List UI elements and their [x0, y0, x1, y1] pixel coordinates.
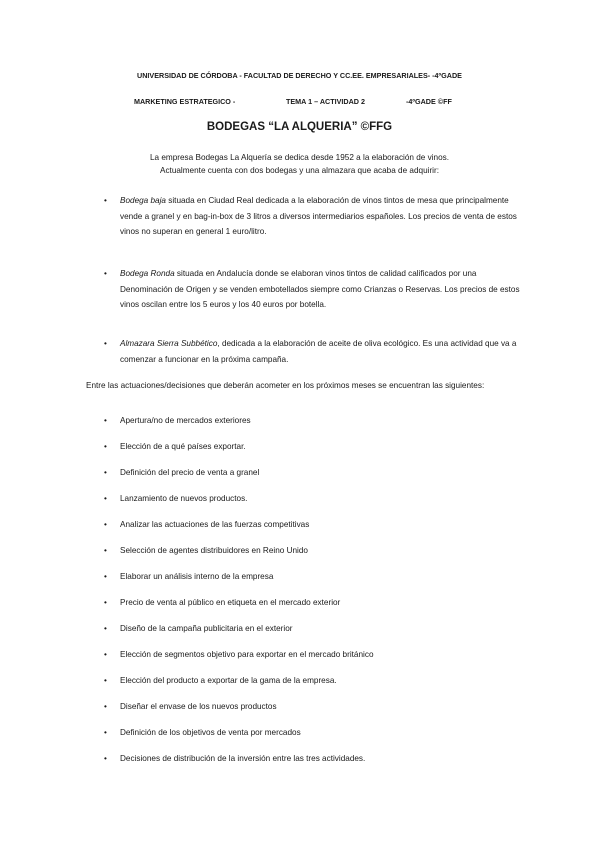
decision-text: Apertura/no de mercados exteriores — [120, 416, 251, 425]
list-item — [104, 468, 524, 482]
list-item — [104, 624, 524, 638]
decision-text: Analizar las actuaciones de las fuerzas competitivas — [120, 520, 310, 529]
header-topic: TEMA 1 – ACTIVIDAD 2 — [286, 97, 365, 106]
bullet-icon: • — [104, 468, 107, 477]
bullet-icon: • — [104, 598, 107, 607]
bullet-icon: • — [104, 702, 107, 711]
header-degree: -4ºGADE ©FF — [406, 97, 452, 106]
bullet-icon: • — [104, 520, 107, 529]
decision-text: Diseño de la campaña publicitaria en el exterior — [120, 624, 293, 633]
decision-text: Lanzamiento de nuevos productos. — [120, 494, 248, 503]
facility-name: Almazara Sierra Subbético — [120, 339, 218, 348]
bullet-icon: • — [104, 494, 107, 503]
decision-text: Decisiones de distribución de la inversión entre las tres actividades. — [120, 754, 366, 763]
decisions-intro: Entre las actuaciones/decisiones que deberán acometer en los próximos meses se encuentran las siguientes: — [86, 381, 485, 390]
list-item — [104, 546, 524, 560]
facility-description: situada en Andalucía donde se elaboran vinos tintos de calidad calificados por una Denominación de Origen y se venden embotellados siempre como Crianzas o Reservas. Los precios de estos vinos oscilan entre los 5 euros y los 40 euros por botella. — [120, 269, 520, 310]
bullet-icon: • — [104, 572, 107, 581]
bullet-icon: • — [104, 269, 107, 278]
list-item — [104, 676, 524, 690]
decision-text: Selección de agentes distribuidores en Reino Unido — [120, 546, 308, 555]
facility-name: Bodega Ronda — [120, 269, 175, 278]
list-item — [104, 754, 524, 768]
bullet-icon: • — [104, 754, 107, 763]
list-item — [104, 598, 524, 612]
facility-name: Bodega baja — [120, 196, 166, 205]
decision-text: Definición del precio de venta a granel — [120, 468, 260, 477]
decision-text: Diseñar el envase de los nuevos productos — [120, 702, 277, 711]
decision-text: Elección de a qué países exportar. — [120, 442, 246, 451]
bullet-icon: • — [104, 676, 107, 685]
bullet-icon: • — [104, 442, 107, 451]
decision-text: Precio de venta al público en etiqueta en el mercado exterior — [120, 598, 341, 607]
list-item — [104, 650, 524, 664]
bullet-icon: • — [104, 196, 107, 205]
bullet-icon: • — [104, 650, 107, 659]
bullet-icon: • — [104, 546, 107, 555]
list-item — [104, 702, 524, 716]
decision-text: Definición de los objetivos de venta por mercados — [120, 728, 301, 737]
decision-text: Elección del producto a exportar de la gama de la empresa. — [120, 676, 337, 685]
facility-description: , dedicada a la elaboración de aceite de oliva ecológico. Es una actividad que va a comenzar a funcionar en la próxima campaña. — [120, 339, 517, 364]
list-item — [104, 494, 524, 508]
list-item — [104, 572, 524, 586]
list-item — [104, 416, 524, 430]
bullet-icon: • — [104, 624, 107, 633]
list-item — [104, 520, 524, 534]
header-course: MARKETING ESTRATEGICO - — [134, 97, 236, 106]
bullet-icon: • — [104, 339, 107, 348]
bullet-icon: • — [104, 728, 107, 737]
list-item — [104, 728, 524, 742]
decision-text: Elección de segmentos objetivo para exportar en el mercado británico — [120, 650, 374, 659]
document-title: BODEGAS “LA ALQUERIA” ©FFG — [206, 121, 393, 133]
decision-text: Elaborar un análisis interno de la empresa — [120, 572, 274, 581]
list-item — [104, 442, 524, 456]
bullet-icon: • — [104, 416, 107, 425]
intro-paragraph: La empresa Bodegas La Alquería se dedica desde 1952 a la elaboración de vinos. Actualmente cuenta con dos bodegas y una almazara que acaba de adquirir: — [149, 153, 450, 175]
header-institution: UNIVERSIDAD DE CÓRDOBA - FACULTAD DE DERECHO Y CC.EE. EMPRESARIALES- -4ºGADE — [137, 71, 462, 80]
facility-description: situada en Ciudad Real dedicada a la elaboración de vinos tintos de mesa que principalmente vende a granel y en bag-in-box de 3 litros a diversos intermediarios españoles. Los precios de venta de estos vinos no superan en general 1 euro/litro. — [120, 196, 517, 237]
